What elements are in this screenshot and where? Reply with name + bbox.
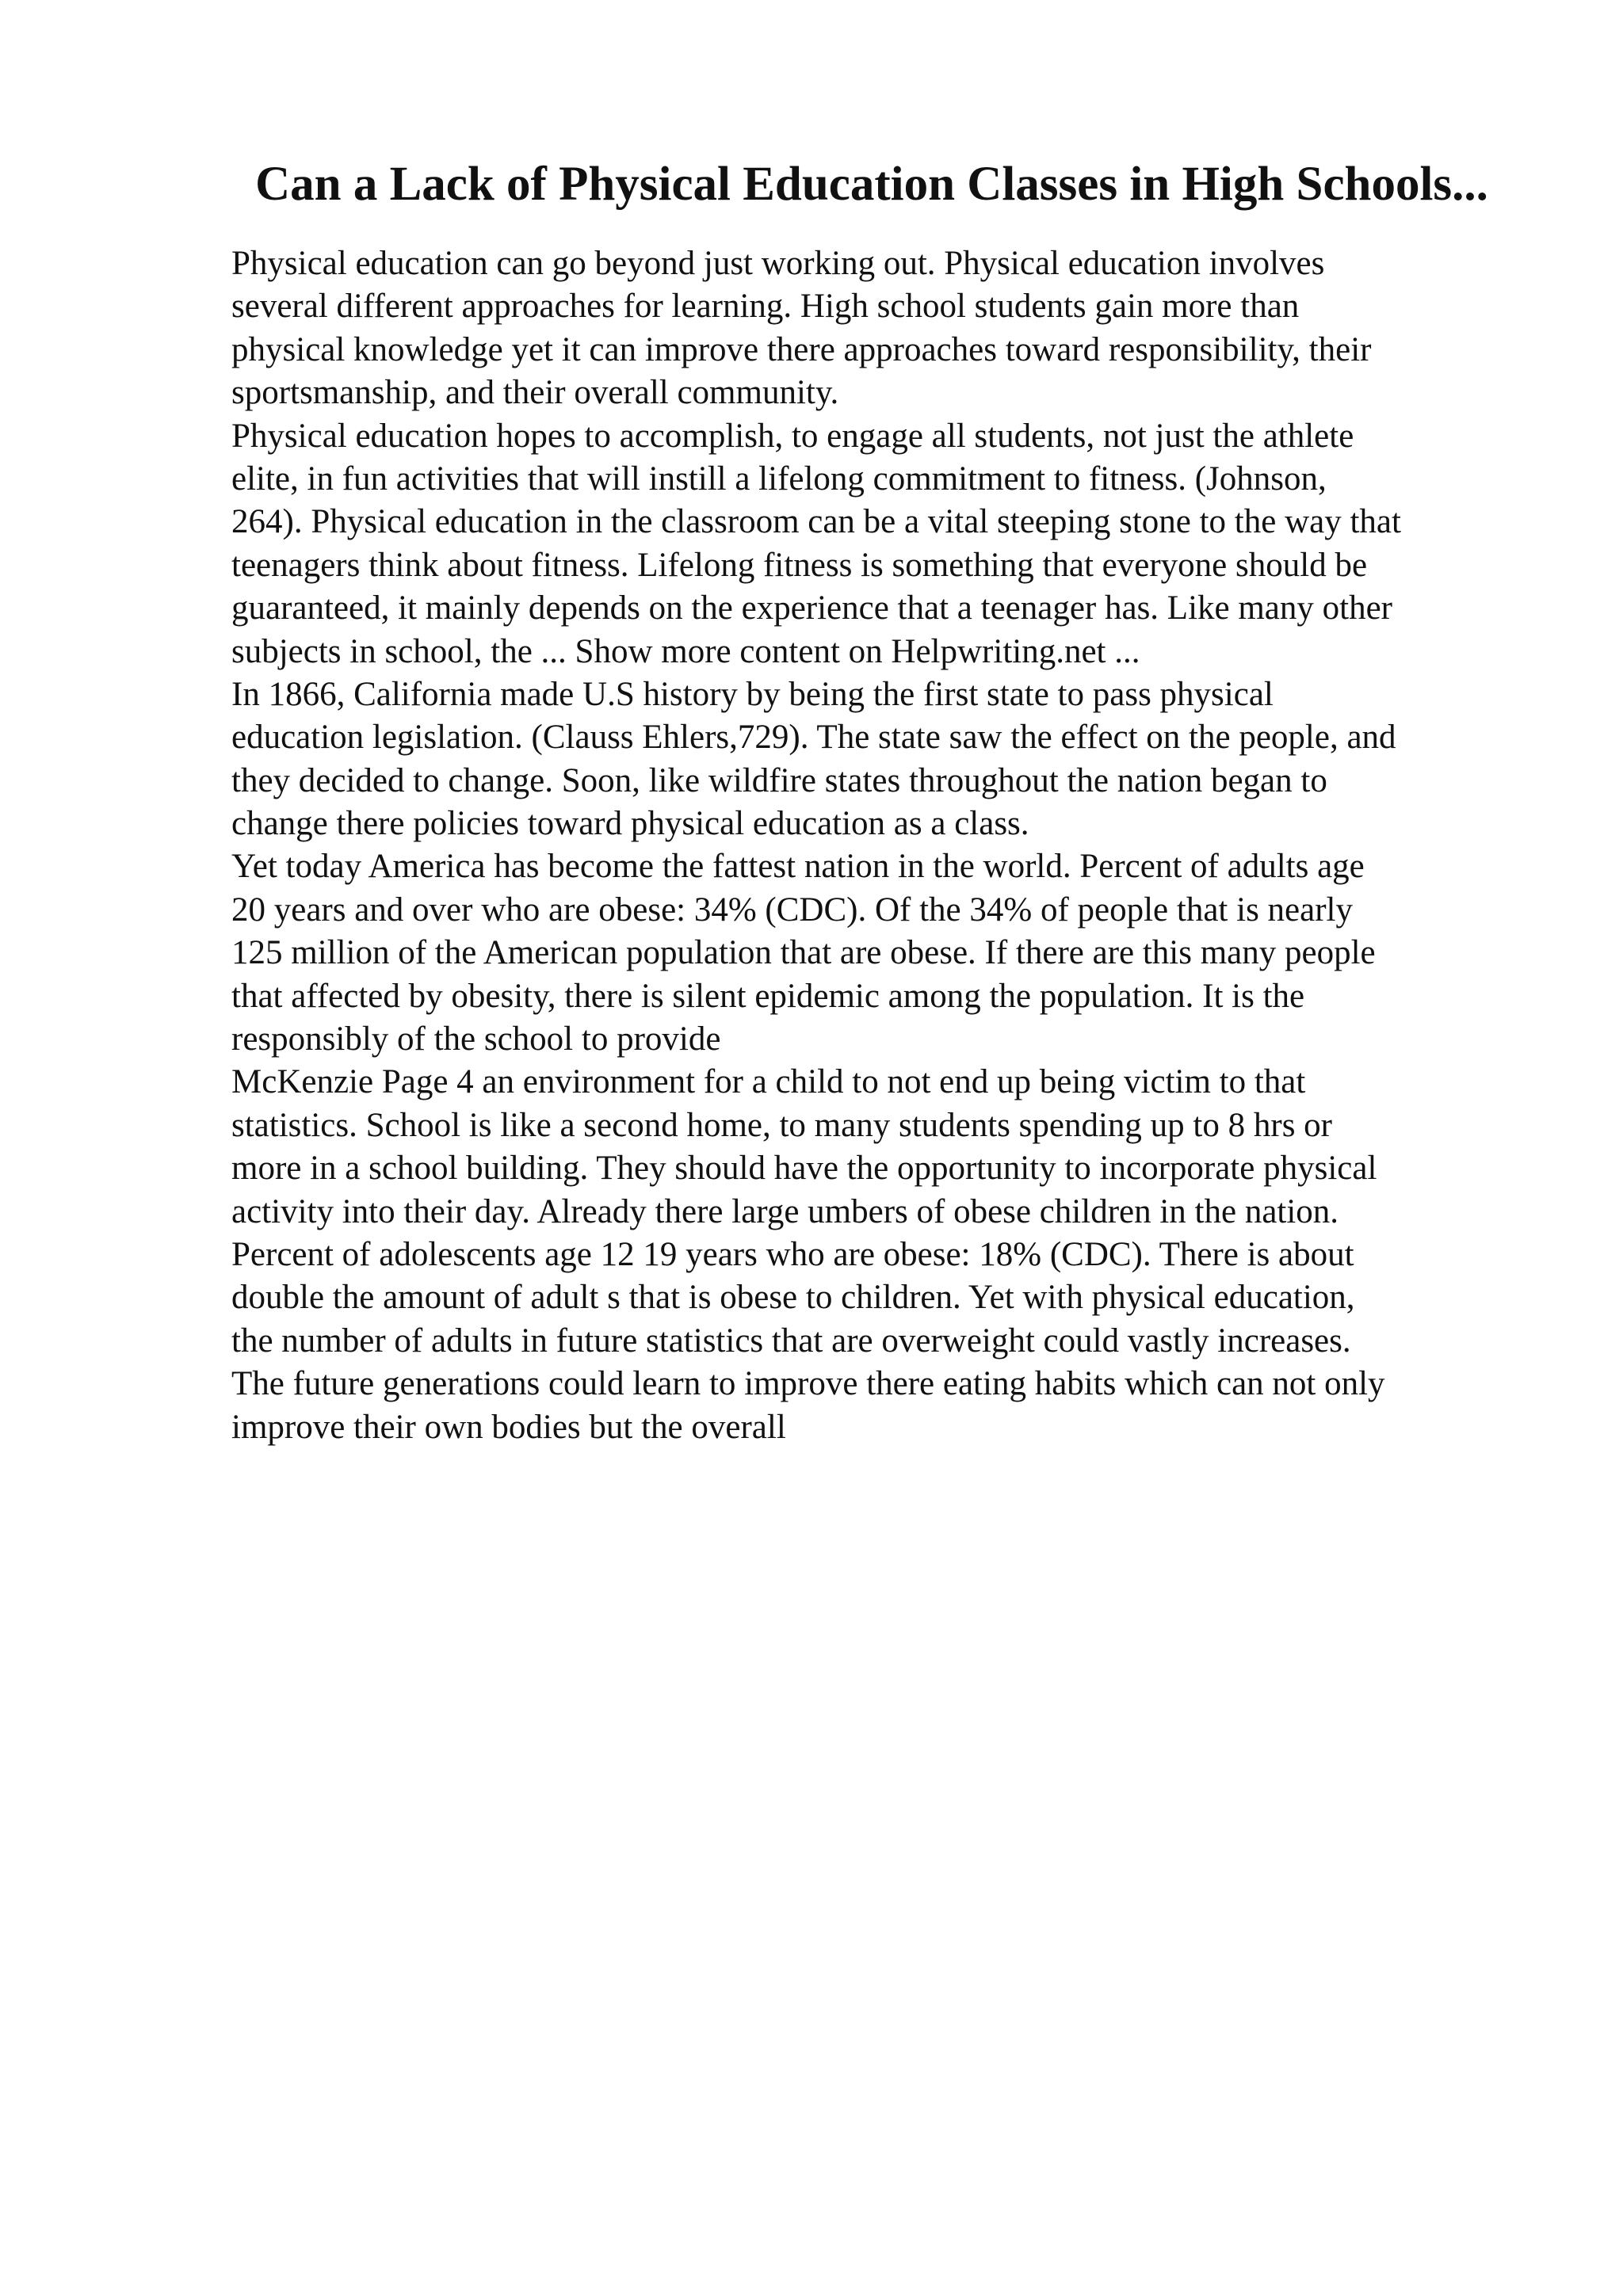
body-line: In 1866, California made U.S history by being the first state to pass physical (231, 675, 1274, 713)
body-line: 264). Physical education in the classroom can be a vital steeping stone to the way that (231, 503, 1401, 541)
body-line: improve their own bodies but the overall (231, 1408, 786, 1446)
body-line: statistics. School is like a second home, to many students spending up to 8 hrs or (231, 1106, 1332, 1144)
body-line: subjects in school, the ... Show more content on Helpwriting.net ... (231, 632, 1140, 670)
body-line: Yet today America has become the fattest nation in the world. Percent of adults age (231, 848, 1365, 886)
body-line: change there policies toward physical education as a class. (231, 805, 1029, 843)
body-line: 125 million of the American population that are obese. If there are this many people (231, 934, 1376, 972)
body-line: physical knowledge yet it can improve there approaches toward responsibility, their (231, 330, 1372, 368)
body-line: they decided to change. Soon, like wildfire states throughout the nation began to (231, 761, 1327, 799)
body-line: double the amount of adult s that is obese to children. Yet with physical education, (231, 1279, 1355, 1317)
body-line: sportsmanship, and their overall community. (231, 374, 839, 412)
body-line: elite, in fun activities that will instill a lifelong commitment to fitness. (Johnson, (231, 460, 1327, 498)
body-line: McKenzie Page 4 an environment for a child to not end up being victim to that (231, 1063, 1306, 1101)
body-line: 20 years and over who are obese: 34% (CDC). Of the 34% of people that is nearly (231, 891, 1353, 929)
body-line: the number of adults in future statistics that are overweight could vastly increases. (231, 1322, 1351, 1360)
body-line: Physical education can go beyond just working out. Physical education involves (231, 245, 1325, 282)
body-line: education legislation. (Clauss Ehlers,729). The state saw the effect on the people, and (231, 719, 1396, 757)
body-line: responsibly of the school to provide (231, 1020, 721, 1058)
document-title: Can a Lack of Physical Education Classes in High Schools... (255, 158, 1488, 211)
body-line: that affected by obesity, there is silent epidemic among the population. It is the (231, 977, 1305, 1015)
body-line: more in a school building. They should have the opportunity to incorporate physical (231, 1150, 1377, 1188)
body-line: The future generations could learn to improve there eating habits which can not only (231, 1365, 1385, 1403)
body-line: Percent of adolescents age 12 19 years who are obese: 18% (CDC). There is about (231, 1235, 1354, 1273)
body-line: activity into their day. Already there large umbers of obese children in the nation. (231, 1192, 1339, 1230)
body-line: teenagers think about fitness. Lifelong fitness is something that everyone should be (231, 546, 1368, 584)
body-line: Physical education hopes to accomplish, to engage all students, not just the athlete (231, 417, 1354, 455)
body-line: several different approaches for learning. High school students gain more than (231, 288, 1300, 326)
body-line: guaranteed, it mainly depends on the experience that a teenager has. Like many other (231, 589, 1392, 627)
document-body (231, 242, 1594, 1449)
